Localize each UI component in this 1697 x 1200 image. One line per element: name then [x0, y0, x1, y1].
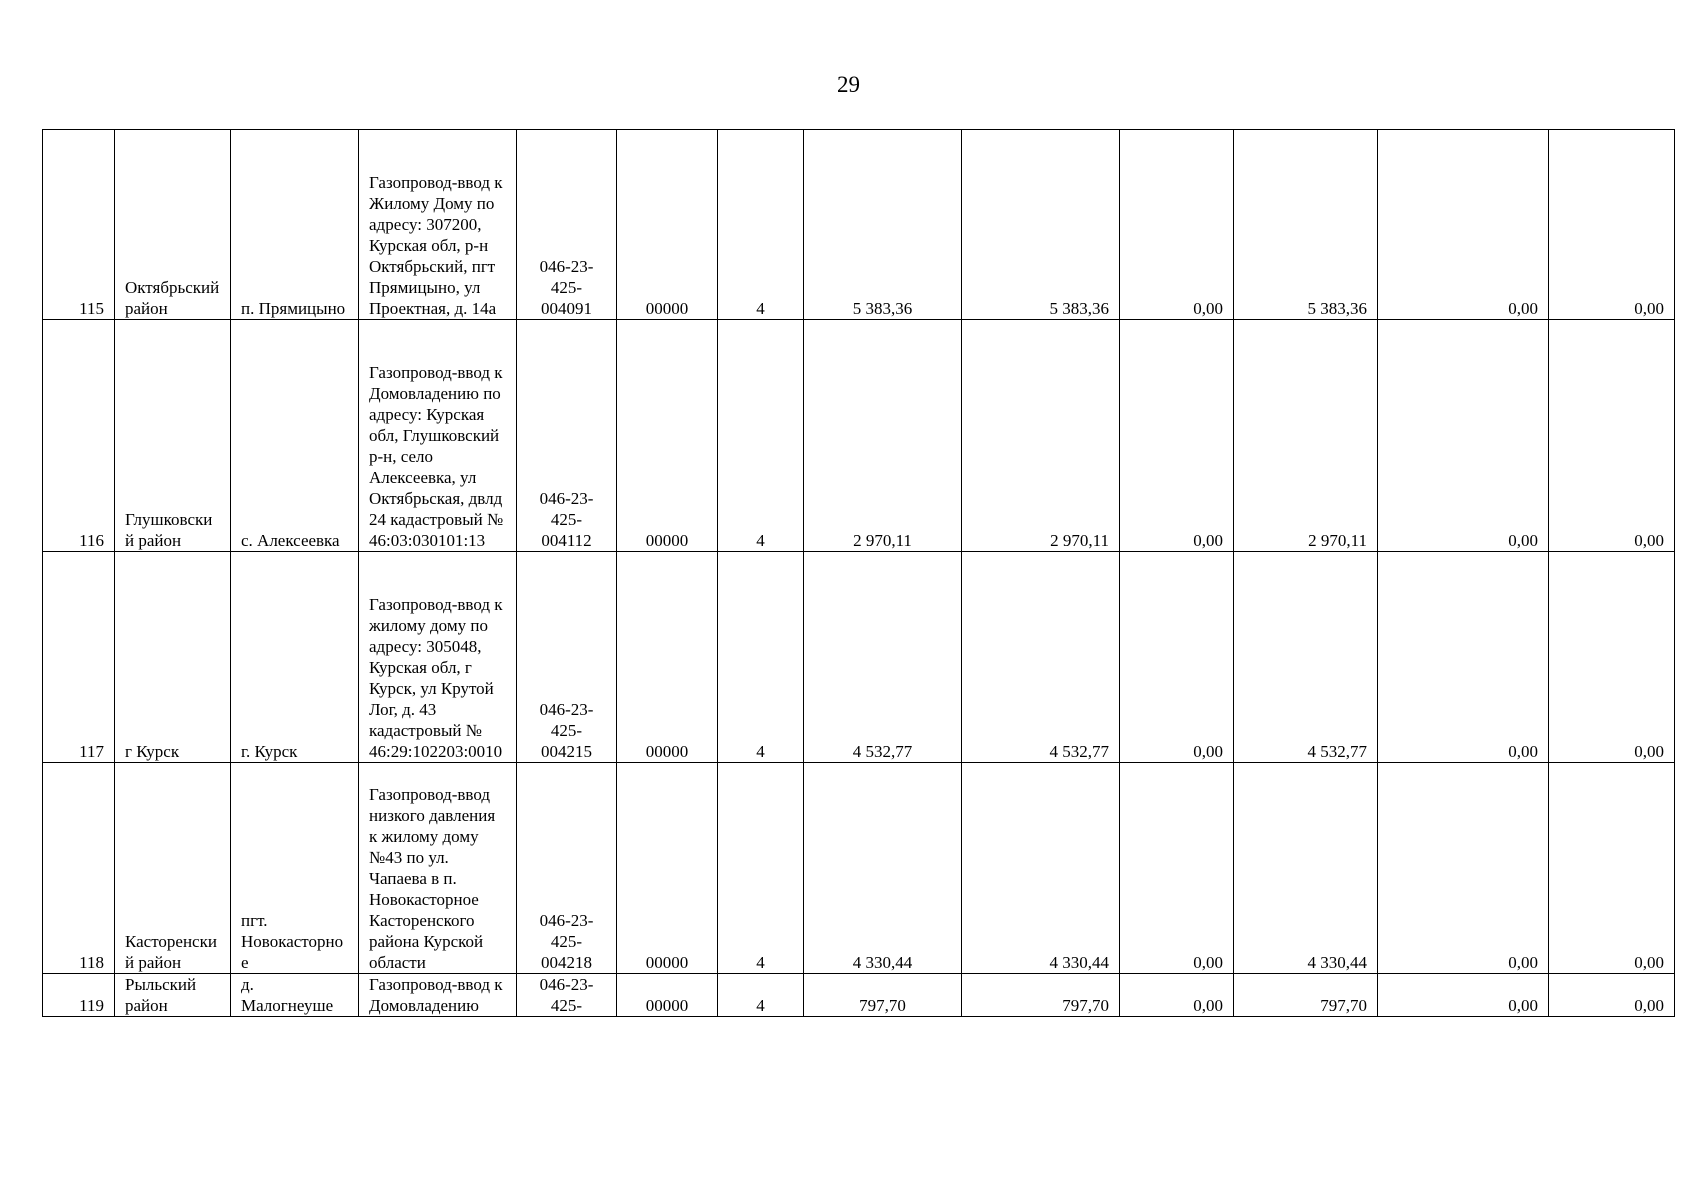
value-1-cell: 5 383,36	[804, 130, 962, 320]
value-5-cell: 0,00	[1378, 552, 1549, 763]
group-cell: 4	[718, 552, 804, 763]
settlement-cell: пгт. Новокасторное	[231, 763, 359, 974]
registry-table	[42, 129, 1675, 1017]
table-row	[43, 763, 1675, 974]
group-cell: 4	[718, 763, 804, 974]
value-5-cell: 0,00	[1378, 763, 1549, 974]
description-cell: Газопровод-ввод низкого давления к жилому дому №43 по ул. Чапаева в п. Новокасторное Касторенского района Курской области	[359, 763, 517, 974]
value-5-cell: 0,00	[1378, 974, 1549, 1017]
value-4-cell: 2 970,11	[1234, 320, 1378, 552]
value-1-cell: 797,70	[804, 974, 962, 1017]
row-number: 119	[43, 974, 115, 1017]
value-6-cell: 0,00	[1549, 130, 1675, 320]
value-2-cell: 4 532,77	[962, 552, 1120, 763]
object-code-cell: 046-23-425-004218	[517, 763, 617, 974]
value-4-cell: 4 330,44	[1234, 763, 1378, 974]
value-1-cell: 2 970,11	[804, 320, 962, 552]
table-row	[43, 130, 1675, 320]
value-2-cell: 5 383,36	[962, 130, 1120, 320]
value-3-cell: 0,00	[1120, 320, 1234, 552]
zeros-cell: 00000	[617, 763, 718, 974]
value-4-cell: 4 532,77	[1234, 552, 1378, 763]
value-3-cell: 0,00	[1120, 552, 1234, 763]
settlement-cell: г. Курск	[231, 552, 359, 763]
value-3-cell: 0,00	[1120, 130, 1234, 320]
value-6-cell: 0,00	[1549, 320, 1675, 552]
value-6-cell: 0,00	[1549, 763, 1675, 974]
row-number: 117	[43, 552, 115, 763]
value-4-cell: 797,70	[1234, 974, 1378, 1017]
group-cell: 4	[718, 320, 804, 552]
value-5-cell: 0,00	[1378, 320, 1549, 552]
value-2-cell: 4 330,44	[962, 763, 1120, 974]
table-row	[43, 552, 1675, 763]
row-number: 115	[43, 130, 115, 320]
value-3-cell: 0,00	[1120, 763, 1234, 974]
object-code-cell: 046-23-425-004112	[517, 320, 617, 552]
settlement-cell: д. Малогнеуше	[231, 974, 359, 1017]
district-cell: г Курск	[115, 552, 231, 763]
zeros-cell: 00000	[617, 320, 718, 552]
district-cell: Глушковский район	[115, 320, 231, 552]
zeros-cell: 00000	[617, 552, 718, 763]
row-number: 118	[43, 763, 115, 974]
description-cell: Газопровод-ввод к жилому дому по адресу: 305048, Курская обл, г Курск, ул Крутой Лог, д. 43 кадастровый № 46:29:102203:0010	[359, 552, 517, 763]
table-row	[43, 320, 1675, 552]
settlement-cell: п. Прямицыно	[231, 130, 359, 320]
value-2-cell: 797,70	[962, 974, 1120, 1017]
value-6-cell: 0,00	[1549, 552, 1675, 763]
value-2-cell: 2 970,11	[962, 320, 1120, 552]
row-number: 116	[43, 320, 115, 552]
value-6-cell: 0,00	[1549, 974, 1675, 1017]
description-cell: Газопровод-ввод к Жилому Дому по адресу: 307200, Курская обл, р-н Октябрьский, пгт Прямицыно, ул Проектная, д. 14а	[359, 130, 517, 320]
group-cell: 4	[718, 130, 804, 320]
settlement-cell: с. Алексеевка	[231, 320, 359, 552]
district-cell: Рыльский район	[115, 974, 231, 1017]
value-1-cell: 4 532,77	[804, 552, 962, 763]
zeros-cell: 00000	[617, 130, 718, 320]
value-5-cell: 0,00	[1378, 130, 1549, 320]
district-cell: Касторенский район	[115, 763, 231, 974]
object-code-cell: 046-23-425-	[517, 974, 617, 1017]
table-row	[43, 974, 1675, 1017]
group-cell: 4	[718, 974, 804, 1017]
district-cell: Октябрьский район	[115, 130, 231, 320]
description-cell: Газопровод-ввод к Домовладению по адресу: Курская обл, Глушковский р-н, село Алексеевка, ул Октябрьская, двлд 24 кадастровый № 46:03:030101:13	[359, 320, 517, 552]
object-code-cell: 046-23-425-004091	[517, 130, 617, 320]
object-code-cell: 046-23-425-004215	[517, 552, 617, 763]
value-4-cell: 5 383,36	[1234, 130, 1378, 320]
description-cell: Газопровод-ввод к Домовладению	[359, 974, 517, 1017]
page-number: 29	[837, 72, 860, 97]
zeros-cell: 00000	[617, 974, 718, 1017]
value-1-cell: 4 330,44	[804, 763, 962, 974]
value-3-cell: 0,00	[1120, 974, 1234, 1017]
